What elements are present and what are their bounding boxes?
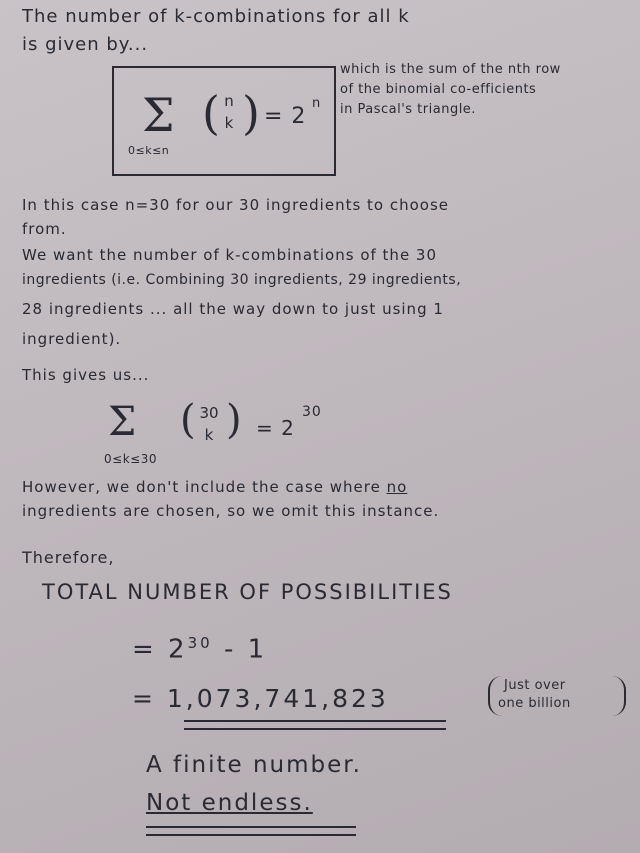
billion-note-line-2: one billion bbox=[498, 696, 571, 711]
total-step-2: = 1,073,741,823 bbox=[132, 684, 389, 713]
summation-range-2: 0≤k≤30 bbox=[104, 452, 157, 466]
however-line-1 bbox=[22, 478, 407, 496]
step1-tail: - 1 bbox=[223, 634, 268, 665]
therefore-label: Therefore, bbox=[22, 548, 115, 567]
sigma-symbol: Σ bbox=[142, 88, 175, 142]
conclusion-line-2: Not endless. bbox=[146, 790, 313, 816]
left-paren: ( bbox=[202, 86, 220, 140]
case-line-6: ingredient). bbox=[22, 330, 122, 348]
binomial-coefficient bbox=[218, 90, 240, 134]
case-line-4: ingredients (i.e. Combining 30 ingredients, 29 ingredients, bbox=[22, 272, 462, 288]
formula-exponent: n bbox=[312, 96, 322, 111]
sigma-symbol-2: Σ bbox=[108, 399, 137, 445]
no-emphasis: no bbox=[386, 478, 408, 496]
case-line-7: This gives us... bbox=[22, 366, 150, 384]
total-step-1 bbox=[132, 634, 267, 665]
case-line-5: 28 ingredients ... all the way down to just using 1 bbox=[22, 300, 444, 318]
binom-top: n bbox=[224, 92, 234, 110]
binom2-bottom: k bbox=[204, 426, 214, 444]
result-underline-1 bbox=[184, 720, 446, 722]
case-line-3: We want the number of k-combinations of the 30 bbox=[22, 246, 438, 264]
binom-bottom: k bbox=[224, 114, 234, 132]
binom2-top: 30 bbox=[199, 404, 219, 422]
however-text: However, we don't include the case where bbox=[22, 478, 387, 496]
conclusion-underline-1 bbox=[146, 826, 356, 828]
result-underline-2 bbox=[184, 728, 446, 730]
note-line-1: which is the sum of the nth row bbox=[340, 62, 561, 77]
formula-result: = 2 bbox=[264, 104, 307, 129]
intro-line-2: is given by... bbox=[22, 34, 149, 55]
note-line-3: in Pascal's triangle. bbox=[340, 102, 476, 117]
step1-base: = 2 bbox=[132, 634, 188, 665]
case-line-1: In this case n=30 for our 30 ingredients to choose bbox=[22, 196, 450, 214]
case-line-2: from. bbox=[22, 220, 67, 238]
intro-line-1: The number of k-combinations for all k bbox=[22, 6, 410, 27]
formula-box bbox=[112, 66, 336, 176]
conclusion-underline-2 bbox=[146, 834, 356, 836]
binomial-coefficient-2 bbox=[194, 402, 224, 446]
however-line-2: ingredients are chosen, so we omit this instance. bbox=[22, 502, 440, 520]
formula2-result: = 2 bbox=[256, 416, 295, 440]
summation-range: 0≤k≤n bbox=[128, 144, 170, 157]
total-heading: TOTAL NUMBER OF POSSIBILITIES bbox=[42, 580, 453, 604]
step1-exponent: 30 bbox=[187, 634, 213, 652]
billion-note bbox=[488, 676, 626, 716]
right-paren-2: ) bbox=[226, 397, 242, 443]
right-paren: ) bbox=[242, 86, 260, 140]
conclusion-line-1: A finite number. bbox=[146, 752, 362, 778]
formula2-exponent: 30 bbox=[302, 404, 322, 420]
left-paren-2: ( bbox=[180, 397, 196, 443]
billion-note-line-1: Just over bbox=[504, 678, 566, 693]
note-line-2: of the binomial co-efficients bbox=[340, 82, 537, 97]
